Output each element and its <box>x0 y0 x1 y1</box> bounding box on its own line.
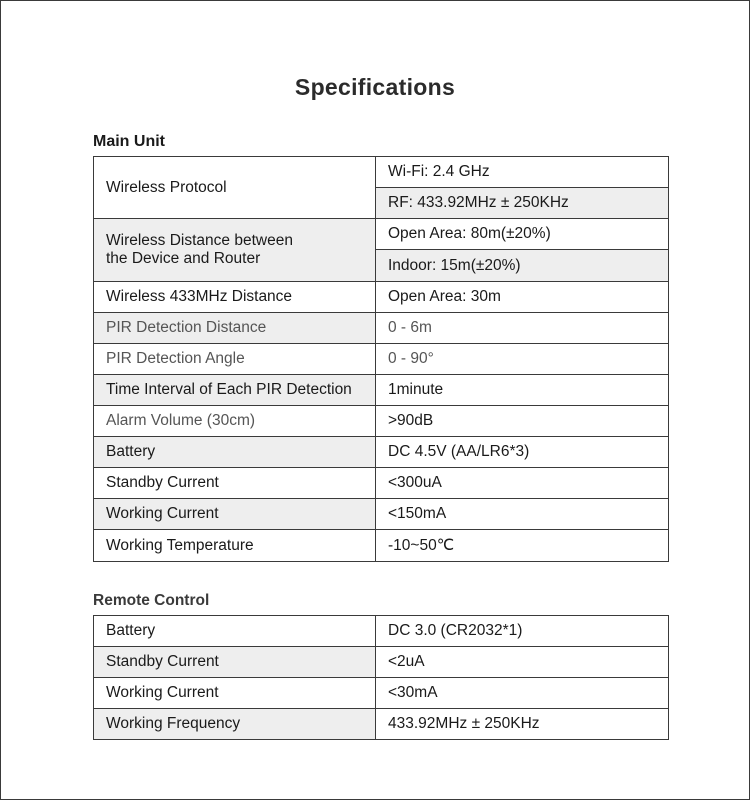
table-row <box>94 375 669 406</box>
spec-value: RF: 433.92MHz ± 250KHz <box>376 188 669 219</box>
spec-value: -10~50℃ <box>376 530 669 562</box>
table-row <box>94 678 669 709</box>
spec-label: Standby Current <box>94 647 376 678</box>
table-row <box>94 530 669 562</box>
spec-label: PIR Detection Distance <box>94 313 376 344</box>
page-title: Specifications <box>294 74 456 100</box>
spec-value: 0 - 90° <box>376 344 669 375</box>
table-row <box>94 437 669 468</box>
spec-label: Wireless 433MHz Distance <box>94 282 376 313</box>
spec-label: PIR Detection Angle <box>94 344 376 375</box>
table-row <box>94 499 669 530</box>
table-row <box>94 616 669 647</box>
spec-value: Open Area: 30m <box>376 282 669 313</box>
spec-value: Open Area: 80m(±20%) <box>376 219 669 250</box>
spec-label: Working Current <box>94 499 376 530</box>
spec-label: Time Interval of Each PIR Detection <box>94 375 376 406</box>
spec-label: Standby Current <box>94 468 376 499</box>
spec-label: Working Current <box>94 678 376 709</box>
spec-value: 433.92MHz ± 250KHz <box>376 709 669 740</box>
main-unit-heading: Main Unit <box>93 133 165 150</box>
spec-label <box>94 219 376 282</box>
table-row <box>94 219 669 250</box>
spec-value: >90dB <box>376 406 669 437</box>
table-row <box>94 406 669 437</box>
table-row <box>94 468 669 499</box>
remote-control-heading: Remote Control <box>93 592 210 609</box>
spec-value: Wi-Fi: 2.4 GHz <box>376 157 669 188</box>
spec-value: <300uA <box>376 468 669 499</box>
spec-value: <2uA <box>376 647 669 678</box>
table-row <box>94 313 669 344</box>
spec-label: Working Frequency <box>94 709 376 740</box>
table-row <box>94 709 669 740</box>
table-row <box>94 344 669 375</box>
spec-value: DC 3.0 (CR2032*1) <box>376 616 669 647</box>
remote-control-table <box>93 615 669 740</box>
table-row <box>94 157 669 188</box>
main-unit-table <box>93 156 669 562</box>
spec-value: <150mA <box>376 499 669 530</box>
spec-label: Alarm Volume (30cm) <box>94 406 376 437</box>
spec-value: 1minute <box>376 375 669 406</box>
table-row <box>94 282 669 313</box>
spec-label-line: Wireless Distance between <box>106 232 293 249</box>
spec-label: Wireless Protocol <box>94 157 376 219</box>
spec-label: Battery <box>94 616 376 647</box>
spec-label-line: the Device and Router <box>106 250 261 267</box>
spec-value: DC 4.5V (AA/LR6*3) <box>376 437 669 468</box>
table-row <box>94 647 669 678</box>
spec-label: Battery <box>94 437 376 468</box>
spec-value: 0 - 6m <box>376 313 669 344</box>
spec-value: <30mA <box>376 678 669 709</box>
spec-label: Working Temperature <box>94 530 376 562</box>
spec-value: Indoor: 15m(±20%) <box>376 250 669 282</box>
